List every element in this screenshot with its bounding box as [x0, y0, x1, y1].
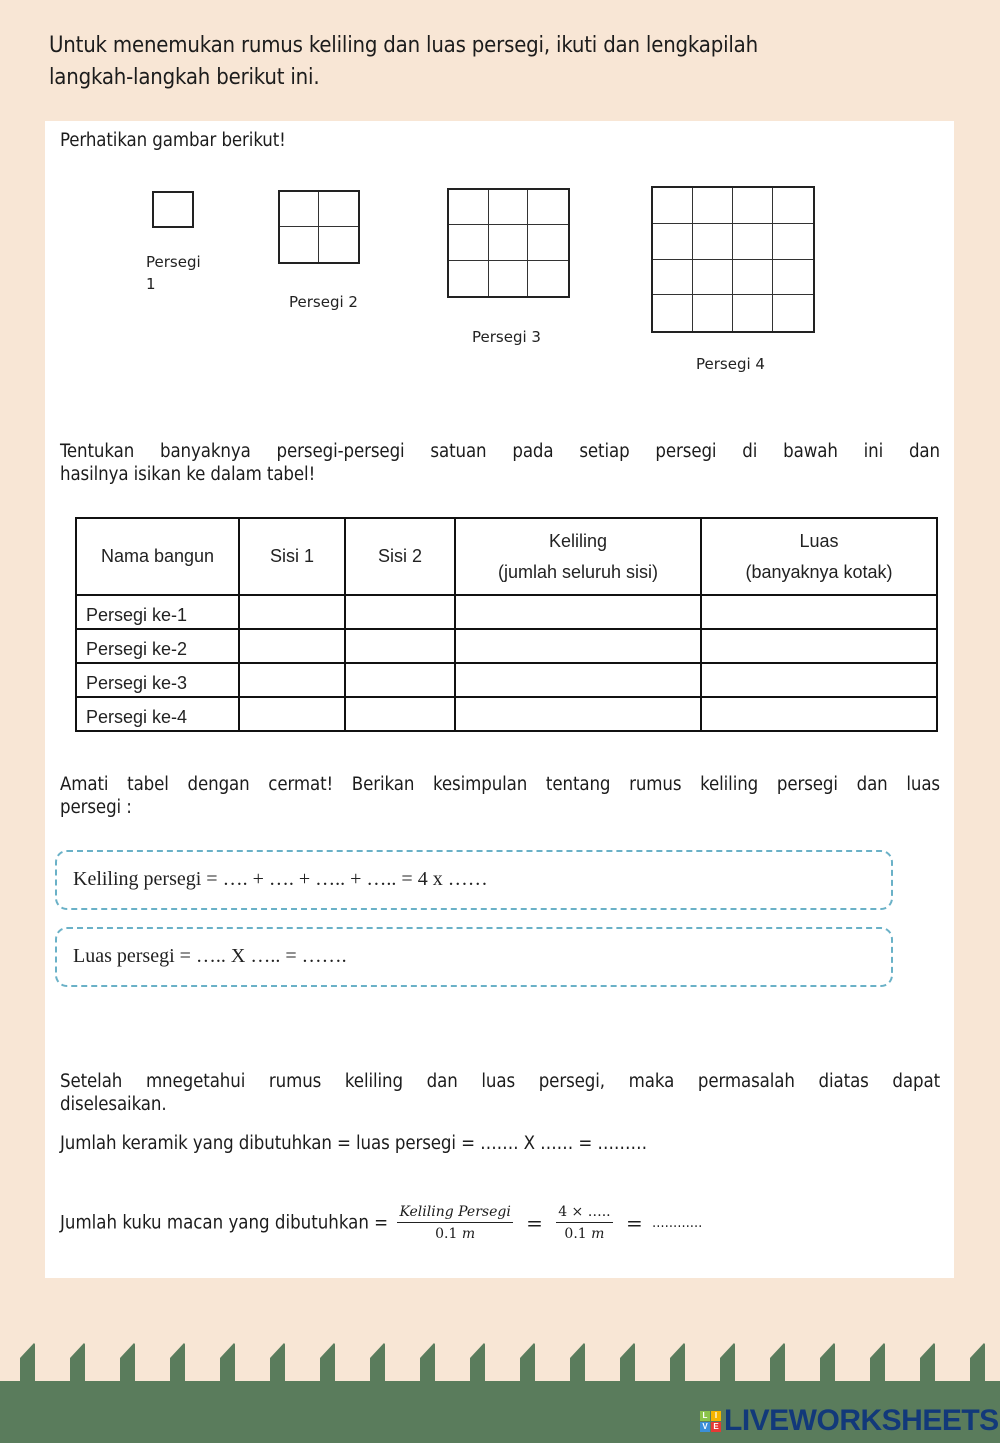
- luas-input[interactable]: [701, 595, 937, 629]
- header-sisi-1: Sisi 1: [239, 518, 345, 595]
- header-luas: Luas (banyaknya kotak): [701, 518, 937, 595]
- square-1-label: Persegi 1: [146, 253, 201, 293]
- live-tiles-icon: L I V E: [700, 1411, 721, 1432]
- intro-line-1: Untuk menemukan rumus keliling dan luas persegi, ikuti dan lengkapilah: [49, 33, 758, 58]
- table-row: [76, 595, 937, 629]
- application-text: Setelah mnegetahui rumus keliling dan luas persegi, maka permasalah diatas dapat diselesaikan.: [60, 1071, 940, 1115]
- square-data-table: [75, 517, 938, 732]
- instruction-text: Tentukan banyaknya persegi-persegi satuan pada setiap persegi di bawah ini dan hasilnya isikan ke dalam tabel!: [60, 441, 940, 485]
- header-nama-bangun: Nama bangun: [76, 518, 239, 595]
- luas-input[interactable]: [701, 697, 937, 731]
- square-2-figure: [278, 190, 360, 264]
- liveworksheets-logo: [700, 1404, 999, 1437]
- luas-input[interactable]: [701, 663, 937, 697]
- row-name: Persegi ke-4: [76, 697, 239, 731]
- keliling-input[interactable]: [455, 629, 701, 663]
- keliling-input[interactable]: [455, 595, 701, 629]
- sisi2-input[interactable]: [345, 663, 455, 697]
- intro-text: [49, 30, 949, 94]
- fraction-keliling: $\frac{\text{Keliling Persegi}}{0.1 m}$: [399, 1204, 511, 1242]
- luas-input[interactable]: [701, 629, 937, 663]
- keliling-formula[interactable]: Keliling persegi = …. + …. + ….. + ….. = 4 x ……: [73, 868, 488, 890]
- keliling-formula-box: [55, 850, 893, 910]
- square-4-figure: [651, 186, 815, 333]
- table-row: [76, 697, 937, 731]
- luas-formula-box: [55, 927, 893, 987]
- worksheet-panel: [45, 121, 954, 1278]
- table-row: [76, 629, 937, 663]
- sisi2-input[interactable]: [345, 595, 455, 629]
- sisi1-input[interactable]: [239, 663, 345, 697]
- table-row: [76, 663, 937, 697]
- sisi1-input[interactable]: [239, 629, 345, 663]
- square-3-label: Persegi 3: [472, 328, 541, 346]
- row-name: Persegi ke-3: [76, 663, 239, 697]
- sisi1-input[interactable]: [239, 595, 345, 629]
- keliling-input[interactable]: [455, 697, 701, 731]
- result-blank[interactable]: …………: [652, 1215, 703, 1231]
- luas-formula[interactable]: Luas persegi = ….. X ….. = …….: [73, 945, 347, 967]
- square-1-figure: [152, 191, 194, 228]
- intro-line-2: langkah-langkah berikut ini.: [49, 65, 320, 90]
- row-name: Persegi ke-1: [76, 595, 239, 629]
- logo-wordmark: LIVEWORKSHEETS: [724, 1404, 999, 1437]
- square-3-figure: [447, 188, 570, 298]
- sisi2-input[interactable]: [345, 629, 455, 663]
- sisi2-input[interactable]: [345, 697, 455, 731]
- keramik-formula[interactable]: Jumlah keramik yang dibutuhkan = luas persegi = ……. X …… = ………: [60, 1133, 648, 1154]
- header-keliling: Keliling (jumlah seluruh sisi): [455, 518, 701, 595]
- header-sisi-2: Sisi 2: [345, 518, 455, 595]
- kuku-macan-formula: [60, 1204, 702, 1242]
- sisi1-input[interactable]: [239, 697, 345, 731]
- fraction-4x[interactable]: $\frac{4 \times \dots..}{0.1 m}$: [558, 1204, 611, 1242]
- conclusion-text: Amati tabel dengan cermat! Berikan kesimpulan tentang rumus keliling persegi dan luas persegi :: [60, 774, 940, 818]
- square-2-label: Persegi 2: [289, 293, 358, 311]
- kuku-macan-label: Jumlah kuku macan yang dibutuhkan =: [60, 1212, 389, 1234]
- row-name: Persegi ke-2: [76, 629, 239, 663]
- keliling-input[interactable]: [455, 663, 701, 697]
- equals-sign: =: [526, 1211, 543, 1235]
- table-header-row: [76, 518, 937, 595]
- figures-heading: Perhatikan gambar berikut!: [60, 130, 286, 151]
- square-4-label: Persegi 4: [696, 355, 765, 373]
- equals-sign: =: [625, 1211, 643, 1235]
